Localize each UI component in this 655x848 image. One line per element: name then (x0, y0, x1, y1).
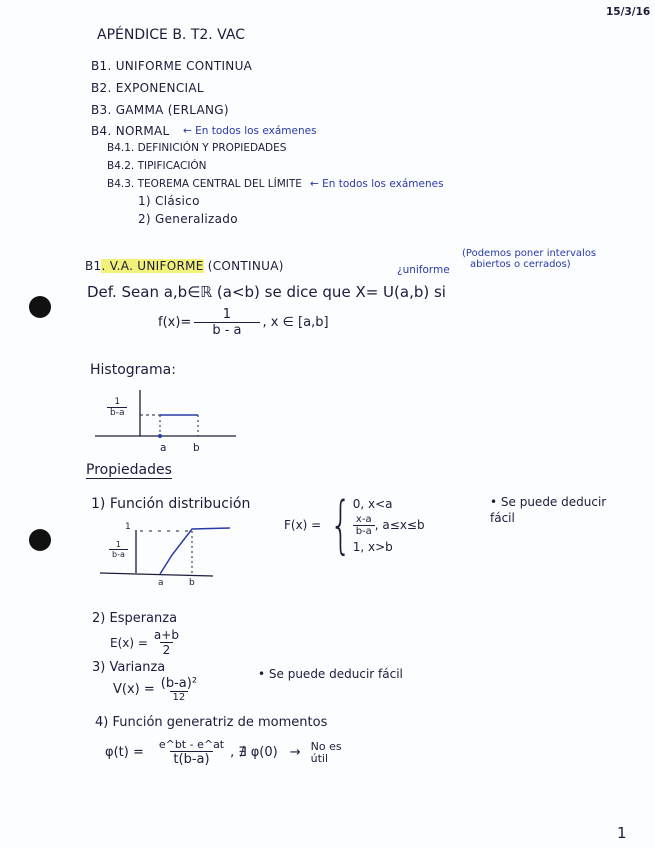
numerator: x-a (355, 513, 372, 525)
expectation-lhs: E(x) = (110, 635, 148, 650)
arrow-icon: → (289, 745, 301, 760)
denominator: 12 (170, 691, 189, 703)
section-heading-highlight: . V.A. UNIFORME (101, 259, 204, 273)
mgf-extra: , ∄ φ(0) (230, 745, 278, 760)
annotation-line: abiertos o cerrados) (470, 259, 571, 270)
denominator: 2 (160, 642, 174, 657)
cdf-line (160, 528, 230, 574)
mgf-lhs: φ(t) = (105, 745, 144, 760)
index-item: B4.2. TIPIFICACIÓN (107, 160, 207, 172)
expectation-formula (110, 628, 185, 657)
page-number: 1 (617, 824, 627, 842)
case: 1, x>b (352, 539, 393, 554)
annotation-line: (Podemos poner intervalos (462, 248, 597, 259)
distribution-note: • Se puede deducir fácil (490, 495, 607, 525)
histogram-x-label: b (193, 442, 200, 454)
density-lhs: f(x)= (158, 315, 192, 330)
denominator: b-a (107, 407, 127, 418)
cdf-lhs: F(x) = (284, 518, 322, 532)
index-item: 2) Generalizado (138, 212, 238, 226)
distribution-title: 1) Función distribución (91, 496, 251, 512)
variance-lhs: V(x) = (113, 682, 155, 697)
index-note: ← En todos los exámenes (310, 178, 444, 190)
density-domain: , x ∈ [a,b] (262, 315, 329, 330)
section-heading-rest: (CONTINUA) (203, 259, 284, 273)
variance-formula (113, 676, 203, 703)
index-item: B3. GAMMA (ERLANG) (91, 103, 229, 117)
numerator: 1 (115, 540, 121, 549)
cdf-y-top: 1 (125, 522, 131, 532)
properties-heading: Propiedades (86, 462, 172, 478)
expectation-title: 2) Esperanza (92, 611, 178, 626)
index-item: B2. EXPONENCIAL (91, 81, 204, 95)
histogram-x-label: a (160, 442, 167, 454)
condition: , a≤x≤b (374, 517, 425, 532)
numerator: 1 (114, 397, 121, 407)
index-item: B4.3. TEOREMA CENTRAL DEL LÍMITE (107, 178, 302, 190)
denominator: b-a (353, 525, 375, 537)
denominator: b-a (109, 549, 128, 559)
annotation-question: ¿uniforme (397, 264, 450, 276)
section-prefix: B1 (85, 259, 102, 273)
numerator: 1 (222, 307, 232, 322)
index-item: B4.1. DEFINICIÓN Y PROPIEDADES (107, 142, 287, 154)
note-line: No es (310, 739, 342, 753)
case: 0, x<a (352, 496, 393, 511)
cdf-x-label: b (189, 578, 195, 588)
denominator: t(b-a) (170, 751, 212, 767)
definition: Def. Sean a,b∈ℝ (a<b) se dice que X= U(a,b) si (87, 283, 446, 301)
cdf-formula (284, 488, 425, 561)
histogram-label: Histograma: (90, 362, 176, 378)
mgf-title: 4) Función generatriz de momentos (95, 715, 328, 730)
cdf-cases (353, 497, 425, 554)
brace: { (330, 488, 352, 561)
note-line: útil (310, 751, 329, 765)
page-title: APÉNDICE B. T2. VAC (97, 27, 245, 43)
index-item: B4. NORMAL (91, 124, 170, 138)
cdf-x-label: a (158, 578, 164, 588)
numerator: e^bt - e^at (158, 738, 225, 751)
mgf-note (311, 741, 342, 765)
index-item: B1. UNIFORME CONTINUA (91, 59, 253, 73)
date: 15/3/16 (606, 6, 651, 18)
numerator: a+b (153, 628, 179, 642)
index-note: ← En todos los exámenes (183, 125, 317, 137)
denominator: b - a (194, 322, 259, 338)
case (353, 514, 425, 537)
mgf-formula (105, 738, 342, 767)
variance-note: • Se puede deducir fácil (258, 667, 403, 681)
index-item: 1) Clásico (138, 194, 200, 208)
numerator: (b-a)² (160, 676, 198, 691)
variance-title: 3) Varianza (92, 660, 166, 675)
